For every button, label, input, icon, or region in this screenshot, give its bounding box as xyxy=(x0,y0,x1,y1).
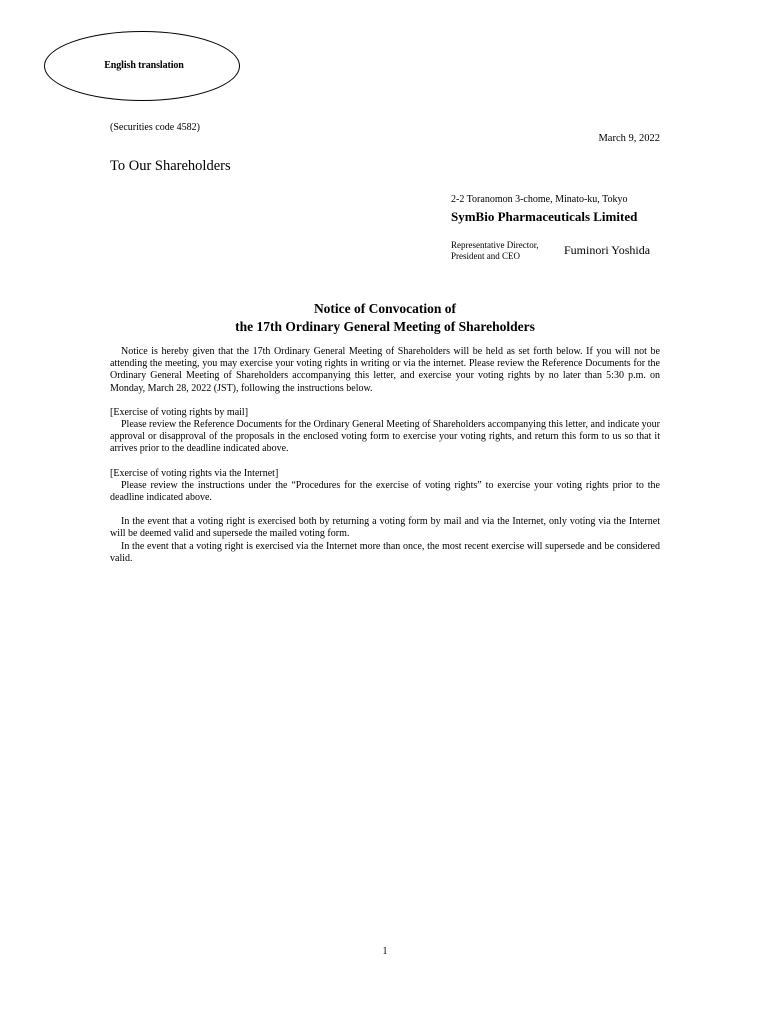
notice-title-line2: the 17th Ordinary General Meeting of Shareholders xyxy=(235,319,535,334)
salutation: To Our Shareholders xyxy=(110,158,231,174)
notice-date: March 9, 2022 xyxy=(598,133,660,144)
internet-heading: [Exercise of voting rights via the Internet] xyxy=(110,467,279,479)
notice-body xyxy=(110,346,660,565)
mail-heading: [Exercise of voting rights by mail] xyxy=(110,406,249,418)
notice-title-line1: Notice of Convocation of xyxy=(313,301,457,316)
mail-paragraph: Please review the Reference Documents for the Ordinary General Meeting of Shareholders accompanying this letter, and indicate your approval or disapproval of the proposals in the enclosed voting form to exercise your voting rights, and return this form to us so that it arrives prior to the deadline indicated above. xyxy=(110,419,660,455)
company-address: 2-2 Toranomon 3-chome, Minato-ku, Tokyo xyxy=(451,194,628,205)
securities-code: (Securities code 4582) xyxy=(110,122,200,133)
notice-title xyxy=(110,300,660,336)
representative-title xyxy=(451,240,561,262)
representative-name: Fuminori Yoshida xyxy=(564,243,651,257)
representative-title-line1: Representative Director, xyxy=(451,240,539,250)
internet-paragraph: Please review the instructions under the “Procedures for the exercise of voting rights” to exercise your voting rights prior to the deadline indicated above. xyxy=(110,479,660,504)
note-paragraph-2: In the event that a voting right is exercised via the Internet more than once, the most recent exercise will supersede and be considered valid. xyxy=(110,540,660,564)
company-name: SymBio Pharmaceuticals Limited xyxy=(451,209,638,224)
page-number: 1 xyxy=(382,946,388,957)
translation-stamp-label: English translation xyxy=(104,60,184,71)
note-paragraph-1: In the event that a voting right is exercised both by returning a voting form by mail and via the Internet, only voting via the Internet will be deemed valid and supersede the mailed voting form. xyxy=(110,516,660,540)
intro-paragraph: Notice is hereby given that the 17th Ordinary General Meeting of Shareholders will be held as set forth below. If you will not be attending the meeting, you may exercise your voting rights in writing or via the internet. Please review the Reference Documents for the Ordinary General Meeting of Shareholders accompanying this letter, and exercise your voting rights by no later than 5:30 p.m. on Monday, March 28, 2022 (JST), following the instructions below. xyxy=(110,346,660,394)
representative-title-line2: President and CEO xyxy=(451,251,520,261)
